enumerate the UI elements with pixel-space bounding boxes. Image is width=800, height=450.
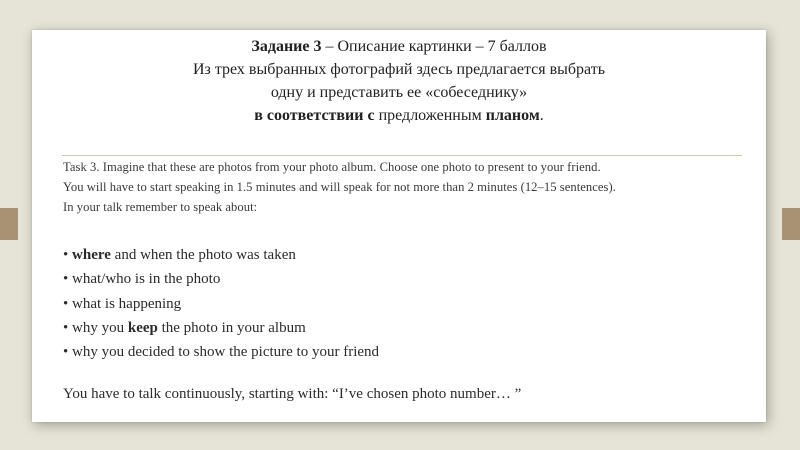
plan-item-where: [63, 243, 379, 267]
plan-list: [63, 243, 379, 364]
plan-item-keep: [63, 316, 379, 340]
plan-item-what: [63, 267, 379, 291]
heading-line-2: Из трех выбранных фотографий здесь предлагается выбрать: [192, 61, 606, 78]
task-instructions: [63, 157, 763, 217]
plan-item-text: the photo in your album: [157, 319, 306, 336]
bullet-icon: •: [63, 344, 69, 361]
plan-item-text: what is happening: [72, 295, 182, 312]
bullet-icon: •: [63, 271, 69, 288]
plan-item-keyword: where: [72, 247, 111, 263]
heading-bold-phrase-1: в соответствии с: [254, 107, 375, 124]
plan-item-text: and when the photo was taken: [110, 247, 296, 263]
task-line-2: You will have to start speaking in 1.5 minutes and will speak for not more than 2 minutes (12–15 sentences).: [63, 180, 616, 194]
plan-item-text: why you decided to show the picture to your friend: [72, 344, 380, 361]
task-line-3: In your talk remember to speak about:: [63, 200, 258, 214]
heading-task-number: Задание 3: [251, 38, 322, 55]
heading-line-1: [32, 35, 766, 58]
task-line-1: Task 3. Imagine that these are photos from your photo album. Choose one photo to present to your friend.: [63, 160, 601, 174]
plan-item-happening: [63, 292, 379, 316]
bullet-icon: •: [63, 295, 69, 312]
plan-item-show: [63, 340, 379, 364]
heading-period: .: [539, 107, 544, 124]
slide-heading: [32, 35, 766, 127]
closing-instruction: You have to talk continuously, starting with: “I’ve chosen photo number… ”: [63, 386, 522, 402]
slide-card: [32, 30, 766, 422]
decorative-tab-right: [782, 208, 800, 240]
bullet-icon: •: [63, 247, 69, 263]
divider-line: [62, 155, 742, 156]
heading-bold-phrase-2: планом: [485, 107, 540, 124]
plan-item-text: what/who is in the photo: [72, 271, 221, 288]
plan-item-text: why you: [72, 319, 128, 336]
heading-task-description: – Описание картинки – 7 баллов: [321, 38, 547, 55]
heading-text-1: предложенным: [374, 107, 486, 124]
bullet-icon: •: [63, 319, 69, 336]
heading-line-3: одну и представить ее «собеседнику»: [270, 84, 528, 101]
decorative-tab-left: [0, 208, 18, 240]
heading-line-4: [32, 104, 766, 127]
plan-item-keyword: keep: [127, 319, 158, 336]
